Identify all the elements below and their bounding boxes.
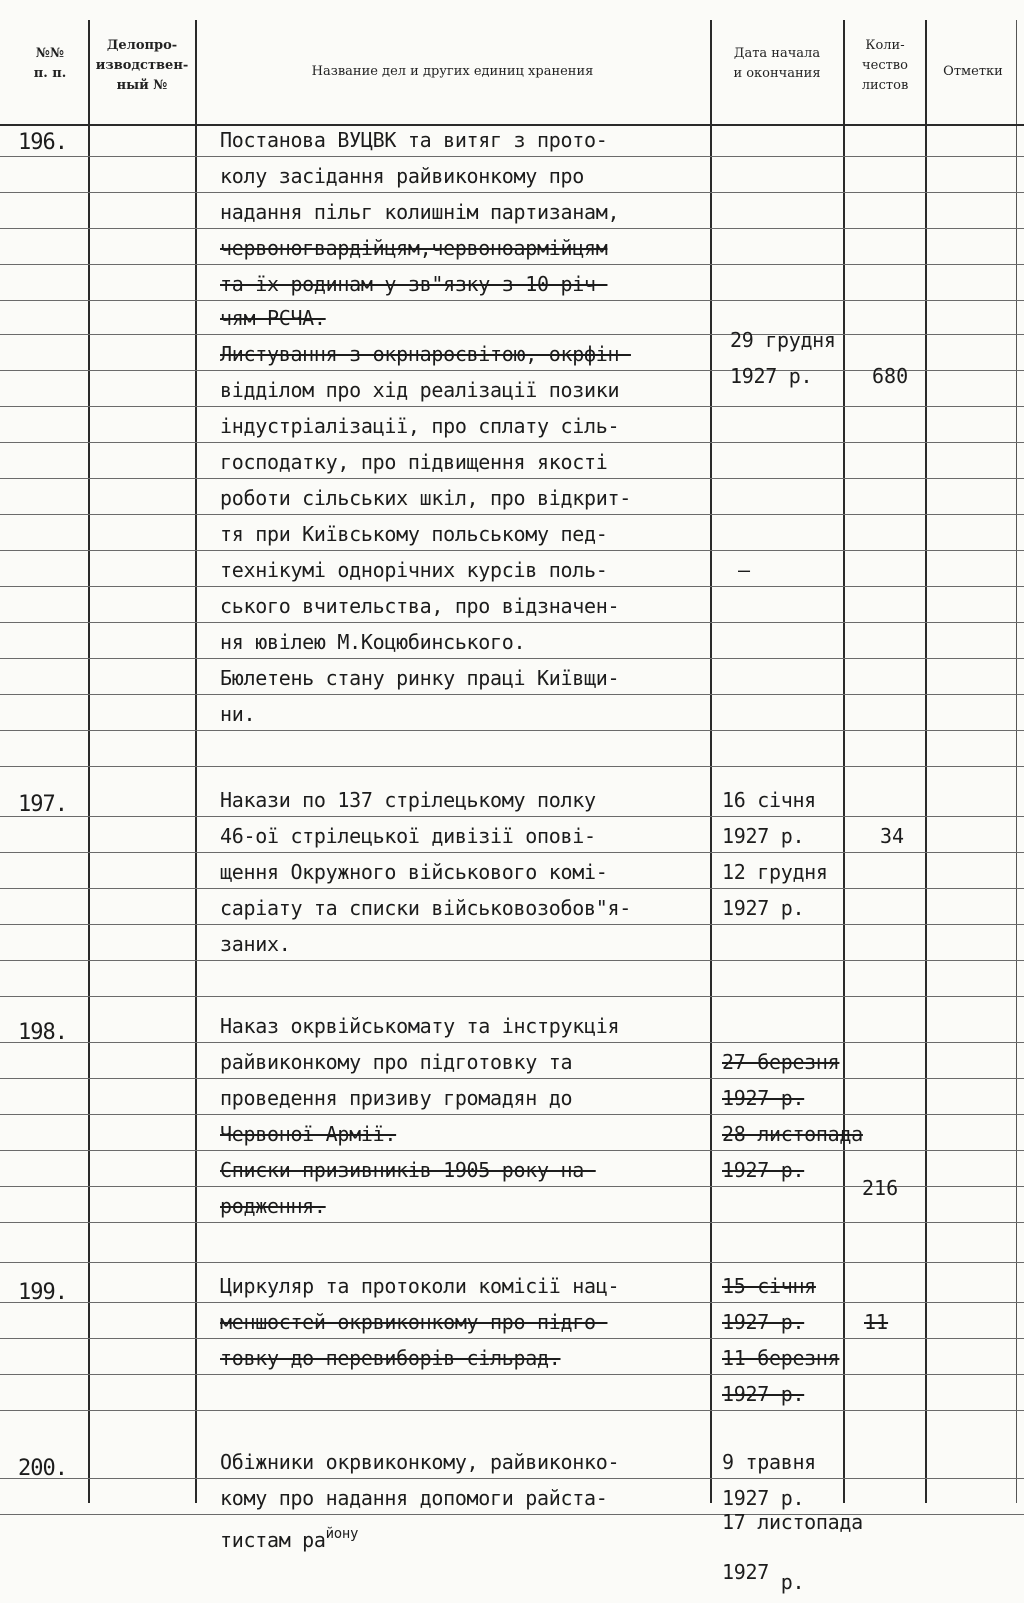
entry-line: роботи сільських шкіл, про відкрит- [220, 486, 631, 510]
ruled-line [0, 694, 1024, 695]
entry-line: Списки призивників 1905 року на- [220, 1158, 596, 1182]
entry-number: 199. [18, 1280, 67, 1305]
ruled-line [0, 622, 1024, 623]
entry-line: щення Окружного військового комі- [220, 860, 608, 884]
ruled-line [0, 586, 1024, 587]
entry-date: 28 листопада [722, 1122, 863, 1146]
entry-line: Постанова ВУЦВК та витяг з прото- [220, 128, 608, 152]
header-col-sheets: Коли- чество листов [861, 38, 909, 93]
entry-line: саріату та списки військовозобов"я- [220, 896, 631, 920]
ruled-line [0, 1222, 1024, 1223]
entry-line [220, 1526, 358, 1552]
entry-line: технікумі однорічних курсів поль- [220, 558, 608, 582]
ruled-line [0, 406, 1024, 407]
header-col-office-number: Делопро- изводствен- ный № [95, 38, 189, 93]
entry-date: 1927 р. [722, 1486, 805, 1510]
ruled-line [0, 960, 1024, 961]
ruled-line [0, 1478, 1024, 1479]
entry-line: червоногвардійцям,червоноармійцям [220, 236, 608, 260]
entry-date: 16 січня [722, 788, 816, 812]
entry-date-year: 1927 [722, 1560, 769, 1584]
entry-sheets: 680 [872, 364, 909, 388]
entry-number: 196. [18, 130, 67, 155]
column-rule [88, 20, 90, 1503]
header-col-title: Название дел и других единиц хранения [311, 64, 594, 79]
entry-line: Бюлетень стану ринку праці Київщи- [220, 666, 620, 690]
header-col-notes: Отметки [943, 64, 1003, 79]
ruled-line [0, 1374, 1024, 1375]
ruled-line [0, 1338, 1024, 1339]
entry-line: Обіжники окрвиконкому, райвиконко- [220, 1450, 620, 1474]
column-rule [195, 20, 197, 1503]
ruled-line [0, 1150, 1024, 1151]
entry-date: 1927 р. [722, 1086, 805, 1110]
entry-line: 46-ої стрілецької дивізії опові- [220, 824, 596, 848]
entry-line: та їх родинам у зв"язку з 10-річ- [220, 272, 608, 296]
ruled-line [0, 300, 1024, 301]
entry-line: індустріалізації, про сплату сіль- [220, 414, 620, 438]
entry-sheets: 11 [864, 1310, 889, 1334]
entry-date: 1927 р. [722, 1382, 805, 1406]
entry-date: 17 листопада [722, 1510, 863, 1534]
entry-sheets: 216 [862, 1176, 899, 1200]
entry-line: Червоної Армії. [220, 1122, 397, 1146]
entry-date: 11 березня [722, 1346, 840, 1370]
entry-date [722, 1560, 805, 1594]
entry-date: 1927 р. [730, 364, 813, 388]
entry-line: Листування з окрнаросвітою, окрфін- [220, 342, 631, 366]
entry-date: 27 березня [722, 1050, 840, 1074]
ruled-line [0, 852, 1024, 853]
header-rule [0, 124, 1024, 126]
entry-sheets: 34 [880, 824, 905, 848]
ruled-line [0, 264, 1024, 265]
entry-date: 9 травня [722, 1450, 816, 1474]
column-rule [1016, 20, 1017, 1503]
entry-line: ня ювілею М.Коцюбинського. [220, 630, 526, 654]
ruled-line [0, 996, 1024, 997]
entry-line: родження. [220, 1194, 326, 1218]
ruled-line [0, 514, 1024, 515]
ruled-line [0, 1262, 1024, 1263]
entry-line: Наказ окрвійськомату та інструкція [220, 1014, 620, 1038]
entry-line: кому про надання допомоги райста- [220, 1486, 608, 1510]
entry-line-superscript: йону [325, 1526, 359, 1542]
ruled-line [0, 370, 1024, 371]
entry-line: відділом про хід реалізації позики [220, 378, 620, 402]
entry-date: 1927 р. [722, 896, 805, 920]
ruled-line [0, 888, 1024, 889]
entry-date: 12 грудня [722, 860, 828, 884]
entry-line: ського вчительства, про відзначен- [220, 594, 620, 618]
header-col-number: №№ п. п. [33, 46, 67, 81]
entry-line: проведення призиву громадян до [220, 1086, 573, 1110]
entry-line: тя при Київському польському пед- [220, 522, 608, 546]
entry-line: меншостей окрвиконкому про підго- [220, 1310, 608, 1334]
entry-line: Циркуляр та протоколи комісії нац- [220, 1274, 620, 1298]
entry-date: 1927 р. [722, 1310, 805, 1334]
entry-line: колу засідання райвиконкому про [220, 164, 584, 188]
ruled-line [0, 442, 1024, 443]
ruled-line [0, 192, 1024, 193]
ruled-line [0, 730, 1024, 731]
column-rule [925, 20, 927, 1503]
ruled-line [0, 156, 1024, 157]
entry-line: господатку, про підвищення якості [220, 450, 608, 474]
entry-date: 15 січня [722, 1274, 816, 1298]
entry-line: Накази по 137 стрілецькому полку [220, 788, 596, 812]
ruled-line [0, 1078, 1024, 1079]
ruled-line [0, 1114, 1024, 1115]
entry-line: ни. [220, 702, 256, 726]
entry-line-text: тистам ра [220, 1528, 326, 1552]
entry-date: 1927 р. [722, 824, 805, 848]
entry-date-suffix: р. [780, 1570, 805, 1594]
column-rule [710, 20, 712, 1503]
column-rule [843, 20, 845, 1503]
entry-number: 198. [18, 1020, 67, 1045]
entry-line: надання пільг колишнім партизанам, [220, 200, 620, 224]
ruled-line [0, 1042, 1024, 1043]
entry-line: товку до перевиборів сільрад. [220, 1346, 561, 1370]
entry-number: 197. [18, 792, 67, 817]
ruled-line [0, 816, 1024, 817]
ruled-line [0, 924, 1024, 925]
ruled-line [0, 1410, 1024, 1411]
ruled-line [0, 1514, 1024, 1515]
ruled-line [0, 766, 1024, 767]
separator-dash: ‒ [738, 558, 751, 582]
entry-line: райвиконкому про підготовку та [220, 1050, 573, 1074]
ruled-line [0, 550, 1024, 551]
ruled-line [0, 658, 1024, 659]
ruled-line [0, 1302, 1024, 1303]
ruled-line [0, 334, 1024, 335]
entry-line: заних. [220, 932, 291, 956]
entry-date: 1927 р. [722, 1158, 805, 1182]
header-col-dates: Дата начала и окончания [733, 46, 821, 81]
entry-number: 200. [18, 1456, 67, 1481]
ruled-line [0, 478, 1024, 479]
ruled-line [0, 228, 1024, 229]
entry-date: 29 грудня [730, 328, 836, 352]
entry-line: чям РСЧА. [220, 306, 326, 330]
